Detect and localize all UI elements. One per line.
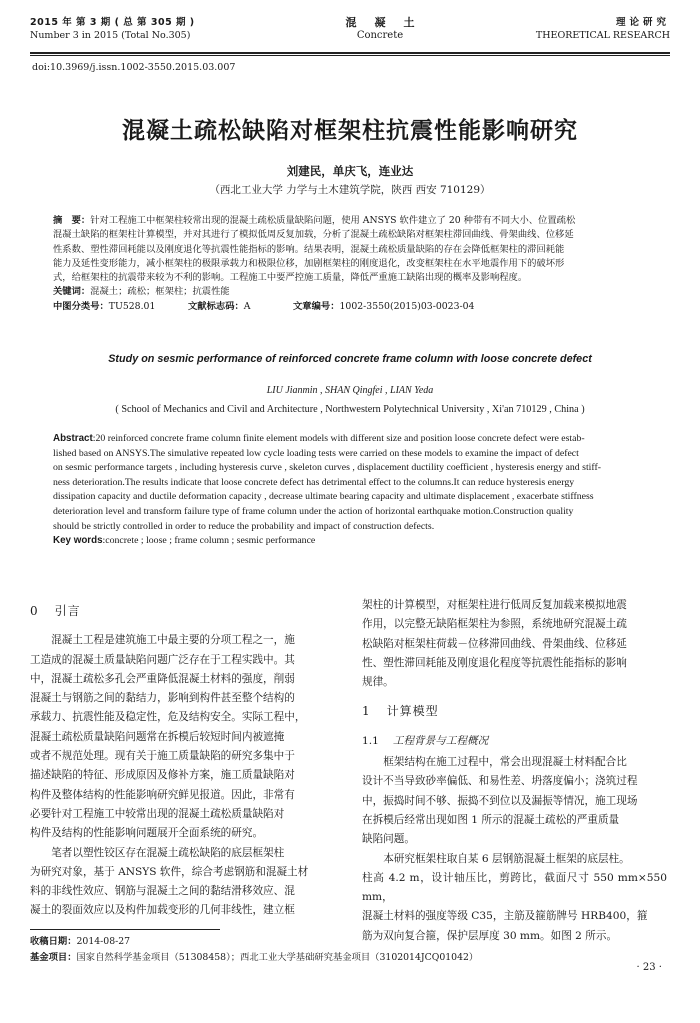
abstract-cn-line: 能力及延性变形能力，减小框架柱的极限承载力和极限位移，加剧框架柱的刚度退化，改变框架柱在水平地震作用下的破坏形 (53, 257, 565, 269)
doi[interactable]: doi:10.3969/j.issn.1002-3550.2015.03.007 (32, 62, 236, 73)
abstract-en-line: ness deterioration.The results indicate that loose concrete defect has detrimental effect to the columns.It can reduce hysteresis energy (53, 476, 575, 488)
issue-info: 2015 年 第 3 期 ( 总 第 305 期 ) Number 3 in 2015 (Total No.305) (30, 17, 195, 41)
abstract-en-line: Abstract:20 reinforced concrete frame column finite element models with different size and position loose concrete defect were estab- (53, 433, 585, 444)
affiliation-cn: （西北工业大学 力学与土木建筑学院，陕西 西安 710129） (209, 184, 491, 196)
journal-name: 混凝土 Concrete (345, 16, 433, 41)
authors-en: LIU Jianmin , SHAN Qingfei , LIAN Yeda (266, 385, 434, 396)
abstract-cn-line: 性系数、塑性滞回耗能以及刚度退化等抗震性能指标的影响。结果表明，混凝土疏松质量缺陷的存在会降低框架柱的滞回耗能 (53, 243, 565, 255)
abstract-en-line: deterioration level and transform failure type of frame column under the action of horizontal earthquake motion.Construction quality (53, 505, 574, 517)
authors-cn: 刘建民，单庆飞，连业达 (286, 164, 414, 178)
running-header (30, 16, 670, 48)
abstract-cn (53, 214, 650, 314)
paragraph: 本研究框架柱取自某 6 层钢筋混凝土框架的底层柱。 柱高 4.2 m，设计轴压比，剪跨比，截面尺寸 550 mm×550 mm， 混凝土材料的强度等级 C35，主筋及箍筋牌号 HRB400，箍 筋为双向复合箍，保护层厚度 30 mm。如图 2 所示。 (362, 852, 667, 942)
footnote-rule (30, 929, 220, 930)
keywords-cn: 关键词：混凝土；疏松；框架柱；抗震性能 (53, 286, 230, 298)
abstract-en-line: dissipation capacity and ductile deformation capacity , decrease ultimate bearing capacity and ultimate displacement , exacerbate stiffness (53, 491, 594, 503)
affiliation-en: ( School of Mechanics and Civil and Architecture , Northwestern Polytechnical University , Xi'an 710129 , China ) (115, 404, 585, 415)
classification-line: 中图分类号：TU528.01 文献标志码：A 文章编号：1002-3550(2015)03-0023-04 (53, 300, 475, 312)
received-date: 收稿日期：2014-08-27 (30, 936, 131, 947)
paragraph: 架柱的计算模型，对框架柱进行低周反复加载来模拟地震 作用，以完整无缺陷框架柱为参照，系统地研究混凝土疏 松缺陷对框架柱荷载－位移滞回曲线、骨架曲线、位移延 性、塑性滞回耗能及刚度退化程度等抗震性能指标的影响 规律。 (362, 599, 627, 689)
abstract-cn-line: 摘 要：针对工程施工中框架柱较常出现的混凝土疏松质量缺陷问题，使用 ANSYS 软件建立了 20 种带有不同大小、位置疏松 (53, 215, 576, 226)
body-column-left (30, 596, 335, 921)
abstract-cn-line: 式，给框架柱的抗震带来较为不利的影响。工程施工中要严控施工质量，降低严重施工缺陷出现的概率及影响程度。 (53, 272, 528, 284)
abstract-en-line: should be strictly controlled in order to reduce the probability and impact of construction defects. (53, 520, 435, 532)
keywords-en: Key words:concrete ; loose ; frame column ; sesmic performance (53, 535, 316, 547)
paper-title-en: Study on sesmic performance of reinforced concrete frame column with loose concrete defect (108, 353, 592, 365)
paragraph: 混凝土工程是建筑施工中最主要的分项工程之一，施 工造成的混凝土质量缺陷问题广泛存在于工程实践中。其 中，混凝土疏松多孔会严重降低混凝土材料的强度，削弱 混凝土与钢筋之间的黏结力，影响到构件甚至整个结构的 承载力、抗震性能及稳定性，危及结构安全。实际工程中， 混凝土疏松质量缺陷问题常在拆模后较短时间内被遮掩 或者不规范处理。现有关于施工质量缺陷的研究多集中于 描述缺陷的特征、形成原因及修补方案，施工质量缺陷对 构件及整体结构的性能影响研究鲜见报道。因此，非常有 必要针对工程施工中较常出现的混凝土疏松质量缺陷对 构件及结构的性能影响问题展开全面系统的研究。 (30, 634, 306, 840)
abstract-en-line: on sesmic performance targets , including hysteresis curve , skeleton curves , displacement ductility coefficient , hysteresis energy and stiff- (53, 462, 602, 474)
paper-title-cn: 混凝土疏松缺陷对框架柱抗震性能影响研究 (122, 118, 578, 144)
abstract-en-line: lished based on ANSYS.The simulative repeated low cycle loading tests were carried on these models to examine the impact of defect (53, 447, 579, 459)
fund-info: 基金项目：国家自然科学基金项目（51308458）；西北工业大学基础研究基金项目（3102014JCQ01042） (30, 952, 479, 963)
section-name: 理论研究 THEORETICAL RESEARCH (535, 17, 670, 41)
header-rule (30, 52, 670, 54)
body-column-right (362, 596, 667, 946)
paragraph: 笔者以塑性铰区存在混凝土疏松缺陷的底层框架柱 为研究对象，基于 ANSYS 软件，综合考虑钢筋和混凝土材 料的非线性效应、钢筋与混凝土之间的黏结滑移效应、混 凝土的裂面效应以及构件加载变形的几何非线性，建立框 (30, 846, 309, 917)
abstract-cn-line: 混凝土缺陷的框架柱计算模型，并对其进行了模拟低周反复加载，分析了混凝土疏松缺陷对框架柱滞回曲线、骨架曲线、位移延 (53, 229, 574, 241)
header-rule-thin (30, 55, 670, 56)
paragraph: 框架结构在施工过程中，常会出现混凝土材料配合比 设计不当导致砂率偏低、和易性差、坍落度偏小；浇筑过程 中，振捣时间不够、振捣不到位以及漏振等情况，施工现场 在拆模后经常出现如图 1 所示的混凝土疏松的严重质量 缺陷问题。 (362, 756, 638, 846)
section-heading-1: 1 计算模型 (362, 704, 439, 719)
section-heading-0: 0 引言 (30, 604, 81, 618)
subsection-heading-1-1: 1.1 工程背景与工程概况 (362, 734, 489, 747)
page-number: · 23 · (636, 962, 662, 973)
abstract-en (53, 432, 650, 549)
